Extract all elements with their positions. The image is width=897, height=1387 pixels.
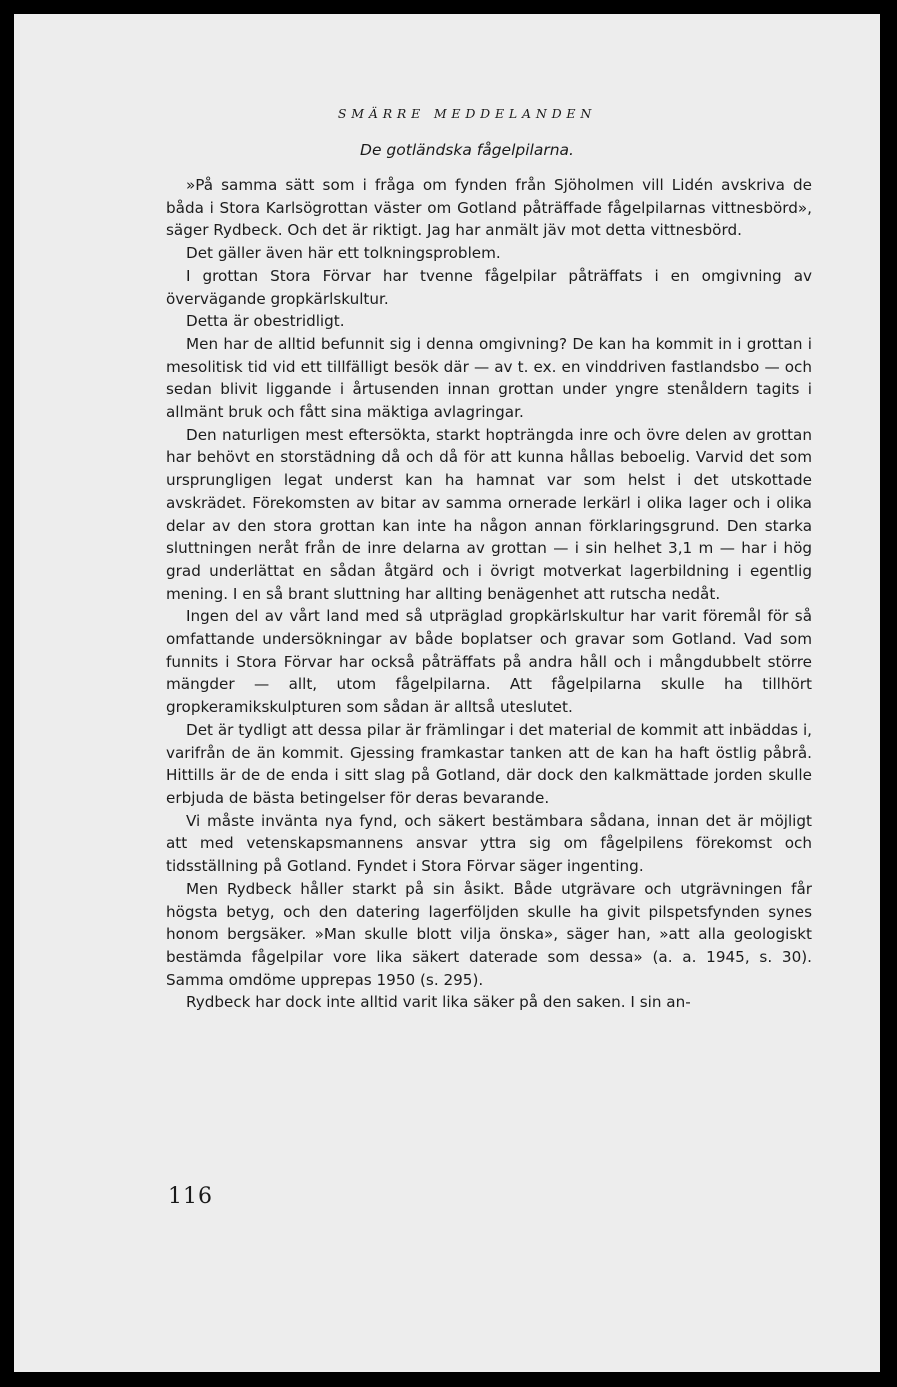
paragraph: Det gäller även här ett tolkningsproblem. [186, 244, 501, 263]
page-number: 116 [168, 1184, 213, 1209]
section-title: De gotländska fågelpilarna. [360, 141, 574, 159]
paragraph: Detta är obestridligt. [186, 312, 345, 331]
paragraph: Men Rydbeck håller starkt på sin åsikt. Både utgrävare och utgrävningen får högsta betyg, och den datering lagerföljden skulle ha givit pilspetsfynden synes honom bergsäker. »Man skulle blott vilja önska», säger han, »att alla geologiskt bestämda fågelpilar vore lika säkert daterade som dessa» (a. a. 1945, s. 30). Samma omdöme upprepas 1950 (s. 295). [166, 879, 812, 989]
running-header: SMÄRRE MEDDELANDEN [337, 106, 597, 121]
paragraph: Vi måste invänta nya fynd, och säkert bestämbara sådana, innan det är möjligt att med vetenskapsmannens ansvar yttra sig om fågelpilens förekomst och tidsställning på Gotland. Fyndet i Stora Förvar säger ingenting. [166, 811, 812, 876]
paragraph: Den naturligen mest eftersökta, starkt hopträngda inre och övre delen av grottan har behövt en storstädning då och då för att kunna hållas beboelig. Varvid det som ursprungligen legat underst kan ha hamnat var som helst i det utskottade avskrädet. Förekomsten av bitar av samma ornerade lerkärl i olika lager och i olika delar av den stora grottan kan inte ha någon annan förklaringsgrund. Den starka sluttningen neråt från de inre delarna av grottan — i sin helhet 3,1 m — har i hög grad underlättat en sådan åtgärd och i övrigt motverkat lagerbildning i egentlig mening. I en så brant sluttning har allting benägenhet att rutscha nedåt. [166, 425, 812, 603]
paragraph: Men har de alltid befunnit sig i denna omgivning? De kan ha kommit in i grottan i mesolitisk tid vid ett tillfälligt besök där — av t. ex. en vinddriven fastlandsbo — och sedan blivit liggande i årtusenden innan grottan under yngre stenåldern tagits i allmänt bruk och fått sina mäktiga avlagringar. [166, 334, 812, 422]
paragraph: Ingen del av vårt land med så utpräglad gropkärlskultur har varit föremål för så omfattande undersökningar av både boplatser och gravar som Gotland. Vad som funnits i Stora Förvar har också påträffats på andra håll och i mångdubbelt större mängder — allt, utom fågelpilarna. Att fågelpilarna skulle ha tillhört gropkeramikskulpturen som sådan är alltså uteslutet. [166, 607, 812, 717]
book-page [14, 14, 880, 1372]
paragraph: Rydbeck har dock inte alltid varit lika säker på den saken. I sin an- [186, 993, 691, 1012]
paragraph: Det är tydligt att dessa pilar är främlingar i det material de kommit att inbäddas i, varifrån de än kommit. Gjessing framkastar tanken att de kan ha haft östlig påbrå. Hittills är de de enda i sitt slag på Gotland, där dock den kalkmättade jorden skulle erbjuda de bästa betingelser för deras bevarande. [166, 720, 812, 807]
paragraph: »På samma sätt som i fråga om fynden från Sjöholmen vill Lidén avskriva de båda i Stora Karlsögrottan väster om Gotland påträffade fågelpilarnas vittnesbörd», säger Rydbeck. Och det är riktigt. Jag har anmält jäv mot detta vittnesbörd. [166, 176, 812, 240]
body-text [166, 174, 812, 1014]
paragraph: I grottan Stora Förvar har tvenne fågelpilar påträffats i en omgivning av övervägande gropkärlskultur. [166, 266, 812, 308]
